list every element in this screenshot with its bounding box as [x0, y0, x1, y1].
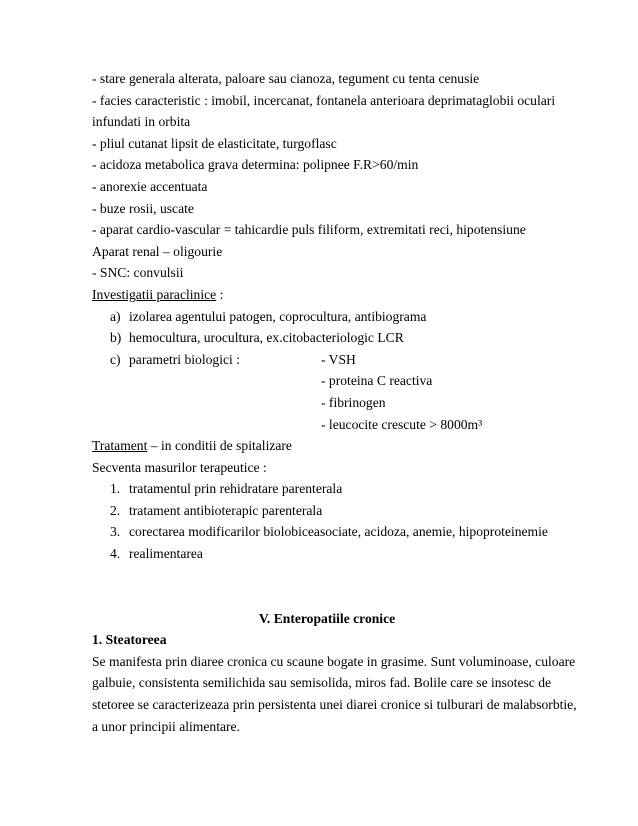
list-item — [92, 500, 562, 522]
list-marker: a) — [110, 308, 121, 324]
param-row — [129, 349, 562, 371]
list-item-text: corectarea modificarilor biolobiceasociate, acidoza, anemie, hipoproteinemie — [129, 524, 548, 540]
treatment-sequence-label: Secventa masurilor terapeutice : — [92, 459, 267, 475]
paragraph-line: galbuie, consistenta semilichida sau semisolida, miros fad. Bolile care se insotesc de — [92, 675, 552, 691]
list-item-text: tratamentul prin rehidratare parenterala — [129, 481, 343, 497]
symptom-line: infundati in orbita — [92, 114, 191, 130]
list-marker: b) — [110, 330, 122, 346]
list-marker: 4. — [110, 546, 121, 562]
list-item — [92, 327, 562, 349]
list-marker: 3. — [110, 524, 121, 540]
param-row-wrap — [92, 370, 562, 392]
list-item-text: izolarea agentului patogen, coprocultura, antibiograma — [129, 308, 427, 324]
biological-params — [92, 349, 562, 371]
symptom-line: - facies caracteristic : imobil, incercanat, fontanela anterioara deprimataglobii oculari — [92, 92, 556, 108]
paragraph-line: stetoree se caracterizeaza prin persistenta unei diarei cronice si tulburari de malabsorbtie, — [92, 697, 577, 713]
list-item-text: hemocultura, urocultura, ex.citobacteriologic LCR — [129, 330, 404, 346]
section-title: V. Enteropatiile cronice — [258, 610, 396, 626]
list-item-text: tratament antibioterapic parenterala — [129, 502, 323, 518]
symptom-list — [92, 68, 562, 284]
list-marker: 2. — [110, 502, 121, 518]
param-value: - VSH — [321, 351, 356, 367]
investigations-heading — [92, 284, 562, 306]
section-paragraph — [92, 651, 577, 737]
symptom-line: Aparat renal – oligourie — [92, 243, 223, 259]
list-item-text: realimentarea — [129, 546, 203, 562]
subsection-title: 1. Steatoreea — [92, 632, 167, 648]
symptom-line: - pliul cutanat lipsit de elasticitate, turgoflasc — [92, 135, 337, 151]
param-value: - proteina C reactiva — [321, 373, 433, 389]
symptom-line: - anorexie accentuata — [92, 178, 208, 194]
document-page — [92, 68, 577, 737]
treatment-heading — [92, 435, 562, 457]
param-row-wrap — [92, 414, 562, 436]
symptom-line: - aparat cardio-vascular = tahicardie puls filiform, extremitati reci, hipotensiune — [92, 222, 526, 238]
param-row-wrap — [92, 392, 562, 414]
params-label: parametri biologici : — [129, 351, 240, 367]
paragraph-line: a unor principii alimentare. — [92, 718, 240, 734]
param-value: - fibrinogen — [321, 394, 386, 410]
symptom-line: - buze rosii, uscate — [92, 200, 194, 216]
param-row — [129, 370, 562, 392]
param-row — [129, 392, 562, 414]
param-value: - leucocite crescute > 8000m³ — [321, 416, 483, 432]
list-item — [92, 521, 562, 543]
param-row — [129, 414, 562, 436]
list-item — [92, 306, 562, 328]
section-spacer — [92, 565, 562, 608]
treatment-heading-text: Tratament — [92, 438, 148, 454]
symptom-line: - acidoza metabolica grava determina: polipnee F.R>60/min — [92, 157, 419, 173]
symptom-line: - stare generala alterata, paloare sau cianoza, tegument cu tenta cenusie — [92, 71, 480, 86]
paragraph-line: Se manifesta prin diaree cronica cu scaune bogate in grasime. Sunt voluminoase, culoare — [92, 653, 576, 669]
list-marker: 1. — [110, 481, 121, 497]
list-item — [92, 478, 562, 500]
symptom-line: - SNC: convulsii — [92, 265, 184, 281]
list-item — [92, 543, 562, 565]
investigations-heading-suffix: : — [216, 286, 224, 302]
investigations-heading-text: Investigatii paraclinice — [92, 286, 217, 302]
list-marker: c) — [110, 351, 121, 367]
treatment-heading-suffix: – in conditii de spitalizare — [147, 438, 292, 454]
